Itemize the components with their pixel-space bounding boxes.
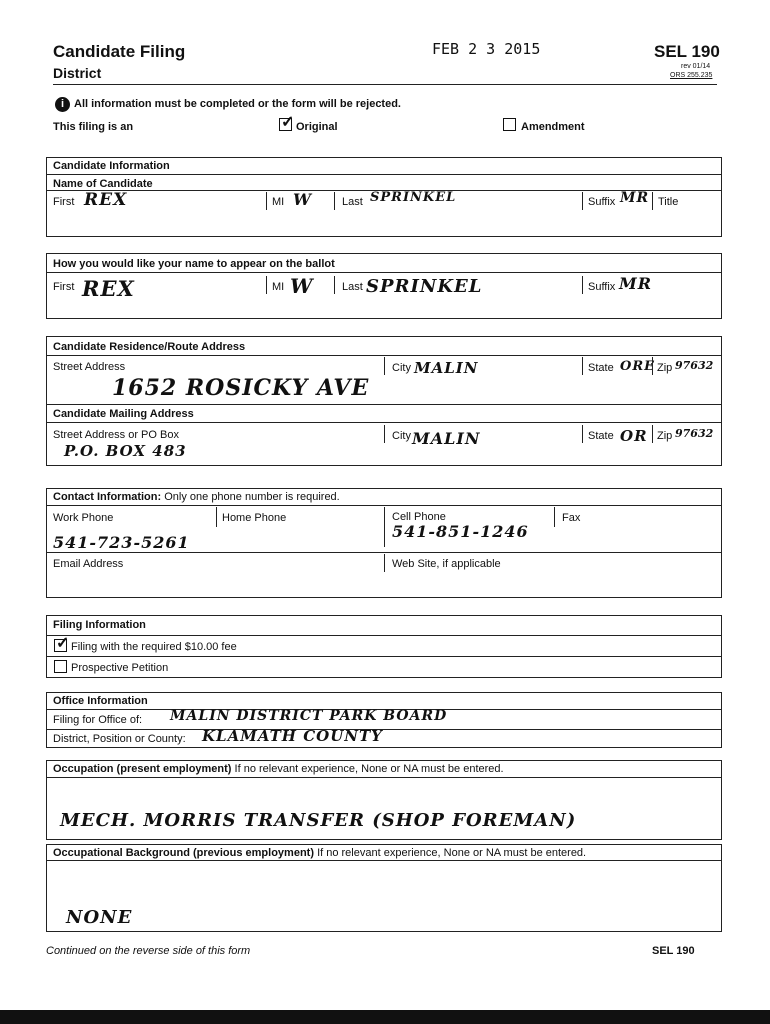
residence-state-field[interactable]: ORE bbox=[620, 359, 656, 374]
contact-heading bbox=[53, 491, 340, 503]
candidate-info-heading: Candidate Information bbox=[53, 160, 170, 172]
home-phone-label: Home Phone bbox=[222, 512, 287, 524]
ballot-first-field[interactable]: REX bbox=[82, 276, 135, 301]
checkmark-icon: ✓ bbox=[56, 635, 70, 652]
name-of-candidate-heading: Name of Candidate bbox=[53, 178, 153, 190]
continued-note: Continued on the reverse side of this form bbox=[46, 945, 251, 957]
residence-state-label: State bbox=[588, 362, 614, 374]
mailing-zip-field[interactable]: 97632 bbox=[675, 427, 714, 440]
office-label: Filing for Office of: bbox=[53, 714, 143, 726]
residence-zip-field[interactable]: 97632 bbox=[675, 359, 714, 372]
ballot-first-label: First bbox=[53, 281, 75, 293]
checkmark-icon: ✓ bbox=[281, 114, 295, 131]
mailing-street-field[interactable]: P.O. BOX 483 bbox=[64, 442, 187, 460]
first-name-field[interactable]: REX bbox=[84, 190, 128, 210]
ballot-suffix-label: Suffix bbox=[588, 281, 616, 293]
office-field[interactable]: MALIN DISTRICT PARK BOARD bbox=[170, 708, 448, 724]
received-date-stamp: FEB 2 3 2015 bbox=[432, 40, 541, 58]
form-id: SEL 190 bbox=[654, 42, 720, 61]
prospective-petition-checkbox[interactable] bbox=[54, 660, 67, 673]
suffix-field[interactable]: MR bbox=[620, 190, 650, 206]
suffix-label: Suffix bbox=[588, 196, 616, 208]
contact-heading-note: Only one phone number is required. bbox=[164, 491, 340, 503]
amendment-checkbox[interactable] bbox=[503, 118, 516, 131]
background-field[interactable]: NONE bbox=[66, 907, 133, 928]
page-subtitle: District bbox=[53, 65, 102, 81]
filing-type-label: This filing is an bbox=[53, 121, 134, 133]
mailing-street-label: Street Address or PO Box bbox=[53, 429, 179, 441]
last-name-label: Last bbox=[342, 196, 363, 208]
prospective-petition-label: Prospective Petition bbox=[71, 662, 169, 674]
mailing-state-field[interactable]: OR bbox=[620, 427, 648, 445]
amendment-label: Amendment bbox=[521, 121, 585, 133]
residence-zip-label: Zip bbox=[657, 362, 673, 374]
residence-street-field[interactable]: 1652 ROSICKY AVE bbox=[112, 375, 370, 401]
website-label: Web Site, if applicable bbox=[392, 558, 501, 570]
background-heading-label: Occupational Background (previous employment) bbox=[53, 847, 314, 859]
occupation-heading-label: Occupation (present employment) bbox=[53, 763, 232, 775]
ballot-mi-field[interactable]: W bbox=[290, 274, 314, 298]
ballot-name-heading: How you would like your name to appear on the ballot bbox=[53, 258, 335, 270]
residence-city-label: City bbox=[392, 362, 411, 374]
last-name-field[interactable]: SPRINKEL bbox=[370, 190, 457, 205]
district-label: District, Position or County: bbox=[53, 733, 186, 745]
work-phone-field[interactable]: 541-723-5261 bbox=[53, 533, 190, 552]
contact-heading-label: Contact Information: bbox=[53, 491, 162, 503]
residence-street-label: Street Address bbox=[53, 361, 126, 373]
office-info-heading: Office Information bbox=[53, 695, 148, 707]
occupation-heading bbox=[53, 763, 504, 775]
form-revision: rev 01/14 bbox=[681, 63, 711, 70]
cell-phone-label: Cell Phone bbox=[392, 511, 446, 523]
page-title: Candidate Filing bbox=[53, 42, 186, 61]
mailing-state-label: State bbox=[588, 430, 614, 442]
footer-form-id: SEL 190 bbox=[652, 945, 695, 957]
residence-city-field[interactable]: MALIN bbox=[414, 359, 479, 377]
email-label: Email Address bbox=[53, 558, 124, 570]
middle-initial-field[interactable]: W bbox=[293, 190, 312, 209]
mailing-heading: Candidate Mailing Address bbox=[53, 408, 194, 420]
mailing-zip-label: Zip bbox=[657, 430, 673, 442]
filing-info-heading: Filing Information bbox=[53, 619, 146, 631]
middle-initial-label: MI bbox=[272, 196, 285, 208]
ballot-mi-label: MI bbox=[272, 281, 285, 293]
mailing-city-label: City bbox=[392, 430, 411, 442]
first-name-label: First bbox=[53, 196, 75, 208]
scan-edge bbox=[0, 1010, 770, 1024]
mailing-city-field[interactable]: MALIN bbox=[412, 429, 481, 448]
info-icon: i bbox=[55, 97, 70, 112]
cell-phone-field[interactable]: 541-851-1246 bbox=[392, 522, 529, 541]
ballot-suffix-field[interactable]: MR bbox=[619, 274, 653, 293]
background-heading bbox=[53, 847, 586, 859]
original-label: Original bbox=[296, 121, 338, 133]
statute-ref: ORS 255.235 bbox=[670, 72, 713, 79]
filing-fee-label: Filing with the required $10.00 fee bbox=[71, 641, 237, 653]
background-heading-note: If no relevant experience, None or NA must be entered. bbox=[317, 847, 587, 859]
ballot-last-field[interactable]: SPRINKEL bbox=[366, 276, 483, 297]
required-notice: All information must be completed or the form will be rejected. bbox=[74, 98, 401, 110]
title-label: Title bbox=[658, 196, 679, 208]
occupation-heading-note: If no relevant experience, None or NA must be entered. bbox=[234, 763, 504, 775]
work-phone-label: Work Phone bbox=[53, 512, 114, 524]
fax-label: Fax bbox=[562, 512, 581, 524]
district-field[interactable]: KLAMATH COUNTY bbox=[202, 727, 383, 745]
occupation-field[interactable]: MECH. MORRIS TRANSFER (SHOP FOREMAN) bbox=[60, 810, 577, 831]
ballot-last-label: Last bbox=[342, 281, 363, 293]
residence-heading: Candidate Residence/Route Address bbox=[53, 341, 246, 353]
